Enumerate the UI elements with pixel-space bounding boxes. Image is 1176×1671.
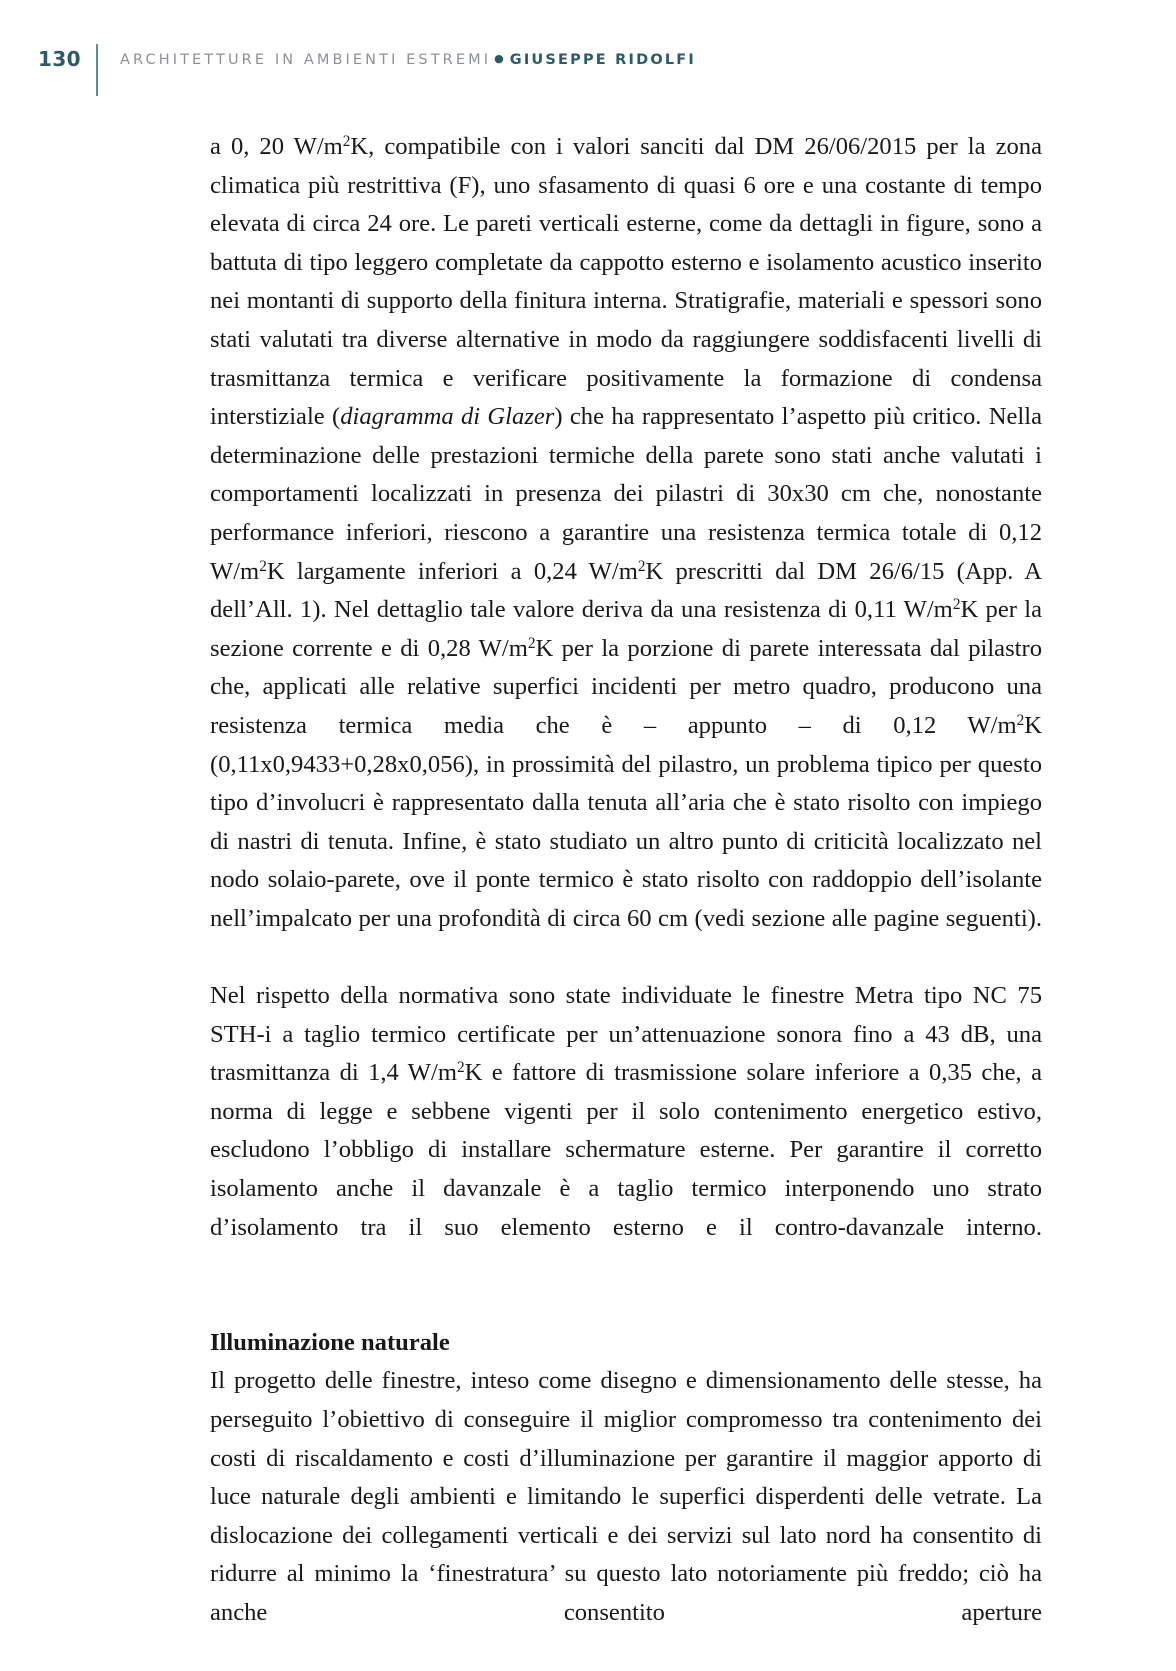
header-divider-rule: [96, 44, 98, 96]
par1-seg-c: ) che ha rappresentato l’aspetto più critico. Nella determinazione delle prestazioni termiche della parete sono stati anche valutati i comportamenti localizzati in presenza dei pilastri di 30x30 cm che, nonostante performance inferiori, riescono a garantire una resistenza termica totale di 0,12 W/m: [210, 403, 1042, 585]
par2-sup-a: 2: [456, 1059, 465, 1077]
header-title-group: [120, 44, 696, 75]
par2-seg-b: K e fattore di trasmissione solare inferiore a 0,35 che, a norma di legge e sebbene vigenti per il solo contenimento energetico estivo, escludono l’obbligo di installare schermature esterne. Per garantire il corretto isolamento anche il davanzale è a taglio termico interponendo uno strato d’isolamento tra il suo elemento esterno e il contro-davanzale interno.: [210, 1059, 1042, 1241]
section-heading-illuminazione: Illuminazione naturale: [210, 1328, 450, 1356]
page-number: 130: [38, 47, 81, 71]
par1-seg-f: K per la sezione corrente e di 0,28 W/m: [210, 596, 1042, 662]
par1-seg-e: K prescritti dal DM 26/6/15 (App. A dell’All. 1). Nel dettaglio tale valore deriva da una resistenza di 0,11 W/m: [210, 557, 1042, 624]
par1-sup-e: 2: [527, 634, 536, 652]
par1-seg-b: K, compatibile con i valori sanciti dal DM 26/06/2015 per la zona climatica più restrittiva (F), uno sfasamento di quasi 6 ore e una costante di tempo elevata di circa 24 ore. Le pareti verticali esterne, come da dettagli in figure, sono a battuta di tipo leggero completate da cappotto esterno e isolamento acustico inserito nei montanti di supporto della finitura interna. Stratigrafie, materiali e spessori sono stati valutati tra diverse alternative in modo da raggiungere soddisfacenti livelli di trasmittanza termica e verificare positivamente la formazione di condensa interstiziale (: [210, 133, 1042, 431]
par1-sup-c: 2: [637, 557, 646, 575]
par1-seg-h: K (0,11x0,9433+0,28x0,056), in prossimità del pilastro, un problema tipico per questo tipo d’involucri è rappresentato dalla tenuta all’aria che è stato risolto con impiego di nastri di tenuta. Infine, è stato studiato un altro punto di criticità localizzato nel nodo solaio-parete, ove il ponte termico è stato risolto con raddoppio dell’isolante nell’impalcato per una profondità di circa 60 cm (vedi sezione alle pagine seguenti).: [210, 711, 1042, 932]
par1-seg-g: K per la porzione di parete interessata dal pilastro che, applicati alle relative superfici incidenti per metro quadro, producono una resistenza termica media che è – appunto – di 0,12 W/m: [210, 634, 1042, 739]
running-header: [0, 44, 1176, 100]
par1-seg-a: a 0, 20 W/m: [210, 133, 343, 160]
par1-sup-f: 2: [1016, 711, 1025, 729]
par1-seg-d: K largamente inferiori a 0,24 W/m: [266, 557, 638, 585]
paragraph-thermal-performance: [210, 128, 1042, 977]
book-title: ARCHITETTURE IN AMBIENTI ESTREMI: [120, 52, 492, 68]
par2-seg-a: Nel rispetto della normativa sono state individuate le finestre Metra tipo NC 75 STH-i a taglio termico certificate per un’attenuazione sonora fino a 43 dB, una trasmittanza di 1,4 W/m: [210, 982, 1042, 1087]
paragraph-natural-lighting: Il progetto delle finestre, inteso come disegno e dimensionamento delle stesse, ha perseguito l’obiettivo di conseguire il miglior compromesso tra contenimento dei costi di riscaldamento e costi d’illuminazione per garantire il maggior apporto di luce naturale degli ambienti e limitando le superfici disperdenti delle vetrate. La dislocazione dei collegamenti verticali e dei servizi sul lato nord ha consentito di ridurre al minimo la ‘finestratura’ su questo lato notoriamente più freddo; ciò ha anche consentito aperture: [210, 1367, 1042, 1626]
par1-sup-a: 2: [342, 133, 351, 151]
section-spacer: [210, 1286, 1042, 1324]
paragraph-windows: [210, 977, 1042, 1286]
par1-italic-glazer: diagramma di Glazer: [340, 403, 555, 431]
bullet-separator-icon: ●: [494, 52, 504, 65]
par1-sup-d: 2: [952, 596, 961, 614]
text-column: [210, 128, 1042, 1671]
author-name: GIUSEPPE RIDOLFI: [509, 52, 697, 68]
par1-sup-b: 2: [259, 557, 267, 575]
